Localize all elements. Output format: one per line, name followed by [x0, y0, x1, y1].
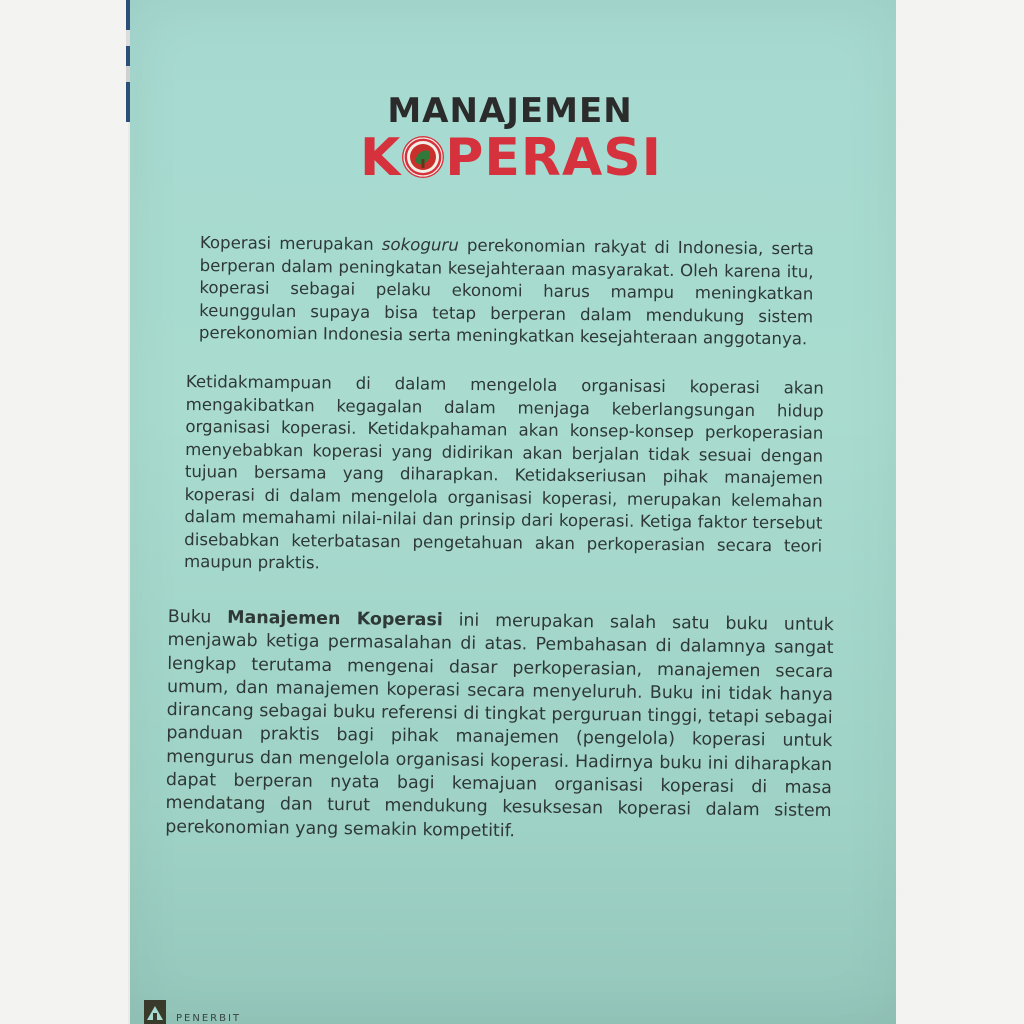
blurb-paragraph-3	[165, 606, 834, 847]
publisher-footer	[144, 998, 241, 1024]
publisher-logo-icon	[144, 1000, 166, 1024]
paragraph-3-bold-title: Manajemen Koperasi	[227, 607, 443, 631]
title-line-koperasi	[360, 128, 663, 188]
book-title	[360, 91, 663, 188]
paragraph-3-text-end: ini merupakan salah satu buku untuk menjawab ketiga permasalahan di atas. Pembahasan di dalamnya sangat lengkap terutama mengenai dasar perkoperasian, manajemen secara umum, dan manajemen koperasi secara menyeluruh. Buku ini tidak hanya dirancang sebagai buku referensi di tingkat perguruan tinggi, tetapi sebagai panduan praktis bagi pihak manajemen (pengelola) koperasi untuk mengurus dan mengelola organisasi koperasi. Hadirnya buku ini diharapkan dapat berperan nyata bagi kemajuan organisasi koperasi di masa mendatang dan turut mendukung kesuksesan koperasi dalam sistem perekonomian yang semakin kompetitif.	[165, 610, 834, 841]
title-line-manajemen: MANAJEMEN	[387, 91, 633, 131]
paragraph-1-italic-term: sokoguru	[381, 234, 459, 255]
paragraph-3-text-start: Buku	[167, 606, 228, 628]
paragraph-1-text-end: perekonomian rakyat di Indonesia, serta berperan dalam peningkatan kesejahteraan masyarakat. Oleh karena itu, koperasi sebagai pelaku ekonomi harus mampu meningkatkan keunggulan supaya bisa tetap berperan dalam mendukung sistem perekonomian Indonesia serta meningkatkan kesejahteraan anggotanya.	[198, 235, 814, 349]
title-letter-k: K	[360, 128, 402, 188]
book-back-cover	[130, 0, 896, 1024]
background-surface	[0, 0, 128, 1024]
publisher-label: PENERBIT	[176, 1013, 242, 1024]
blurb-paragraph-2: Ketidakmampuan di dalam mengelola organisasi koperasi akan mengakibatkan kegagalan dalam menjaga keberlangsungan hidup organisasi koperasi. Ketidakpahaman akan konsep-konsep perkoperasian menyebabkan koperasi yang didirikan akan berjalan tidak sesuai dengan tujuan bersama yang diharapkan. Ketidakseriusan pihak manajemen koperasi di dalam mengelola organisasi koperasi, merupakan kelemahan dalam memahami nilai-nilai dan prinsip dari koperasi. Ketiga faktor tersebut disebabkan keterbatasan pengetahuan akan perkoperasian secara teori maupun praktis.	[183, 371, 824, 573]
blurb-paragraph-1	[199, 232, 814, 351]
paragraph-1-text-start: Koperasi merupakan	[199, 232, 382, 254]
title-letters-perasi: PERASI	[445, 128, 663, 188]
cooperative-emblem-icon	[401, 135, 445, 179]
